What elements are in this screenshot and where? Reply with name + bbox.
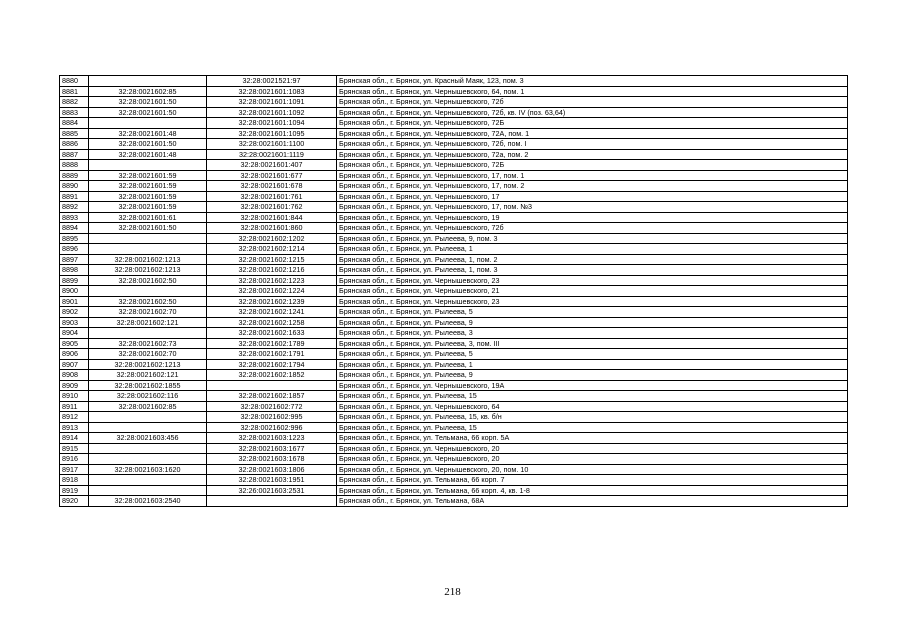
- object-number-cell: 32:28:0021602:1258: [207, 317, 337, 328]
- address-cell: Брянская обл., г. Брянск, ул. Рылеева, 9: [337, 370, 848, 381]
- row-number-cell: 8914: [60, 433, 89, 444]
- object-number-cell: 32:28:0021602:1789: [207, 338, 337, 349]
- table-row: [60, 422, 848, 433]
- parcel-number-cell: 32:28:0021603:456: [89, 433, 207, 444]
- row-number-cell: 8892: [60, 202, 89, 213]
- row-number-cell: 8902: [60, 307, 89, 318]
- parcel-number-cell: 32:28:0021603:2540: [89, 496, 207, 507]
- address-cell: Брянская обл., г. Брянск, ул. Чернышевского, 72А, пом. 1: [337, 128, 848, 139]
- address-cell: Брянская обл., г. Брянск, ул. Рылеева, 1: [337, 244, 848, 255]
- table-row: [60, 328, 848, 339]
- object-number-cell: 32:28:0021602:1216: [207, 265, 337, 276]
- object-number-cell: 32:28:0021601:677: [207, 170, 337, 181]
- object-number-cell: [207, 380, 337, 391]
- row-number-cell: 8918: [60, 475, 89, 486]
- table-row: [60, 233, 848, 244]
- parcel-number-cell: 32:28:0021602:121: [89, 317, 207, 328]
- table-row: [60, 307, 848, 318]
- address-cell: Брянская обл., г. Брянск, ул. Чернышевского, 72а, пом. 2: [337, 149, 848, 160]
- address-cell: Брянская обл., г. Брянск, ул. Тельмана, 66 корп. 4, кв. 1-8: [337, 485, 848, 496]
- address-cell: Брянская обл., г. Брянск, ул. Тельмана, 68А: [337, 496, 848, 507]
- table-row: [60, 223, 848, 234]
- row-number-cell: 8895: [60, 233, 89, 244]
- object-number-cell: 32:28:0021602:1794: [207, 359, 337, 370]
- parcel-number-cell: [89, 485, 207, 496]
- address-cell: Брянская обл., г. Брянск, ул. Чернышевского, 64: [337, 401, 848, 412]
- table-row: [60, 380, 848, 391]
- object-number-cell: 32:28:0021603:1223: [207, 433, 337, 444]
- table-row: [60, 107, 848, 118]
- table-row: [60, 338, 848, 349]
- table-row: [60, 160, 848, 171]
- row-number-cell: 8887: [60, 149, 89, 160]
- table-row: [60, 265, 848, 276]
- table-row: [60, 149, 848, 160]
- address-cell: Брянская обл., г. Брянск, ул. Рылеева, 15: [337, 422, 848, 433]
- parcel-number-cell: 32:28:0021601:48: [89, 149, 207, 160]
- table-row: [60, 443, 848, 454]
- parcel-number-cell: 32:28:0021602:73: [89, 338, 207, 349]
- parcel-number-cell: 32:28:0021601:59: [89, 191, 207, 202]
- address-cell: Брянская обл., г. Брянск, ул. Чернышевского, 21: [337, 286, 848, 297]
- address-cell: Брянская обл., г. Брянск, ул. Рылеева, 5: [337, 349, 848, 360]
- object-number-cell: 32:28:0021601:1119: [207, 149, 337, 160]
- parcel-number-cell: 32:28:0021602:50: [89, 275, 207, 286]
- object-number-cell: 32:28:0021602:995: [207, 412, 337, 423]
- row-number-cell: 8911: [60, 401, 89, 412]
- register-sheet: [59, 75, 847, 507]
- table-row: [60, 496, 848, 507]
- table-row: [60, 212, 848, 223]
- row-number-cell: 8907: [60, 359, 89, 370]
- object-number-cell: 32:28:0021602:996: [207, 422, 337, 433]
- address-cell: Брянская обл., г. Брянск, ул. Чернышевского, 20: [337, 454, 848, 465]
- row-number-cell: 8900: [60, 286, 89, 297]
- object-number-cell: 32:28:0021601:860: [207, 223, 337, 234]
- row-number-cell: 8903: [60, 317, 89, 328]
- address-cell: Брянская обл., г. Брянск, ул. Чернышевского, 17, пом. 2: [337, 181, 848, 192]
- row-number-cell: 8908: [60, 370, 89, 381]
- row-number-cell: 8888: [60, 160, 89, 171]
- object-number-cell: 32:28:0021603:1677: [207, 443, 337, 454]
- address-cell: Брянская обл., г. Брянск, ул. Чернышевского, 72Б: [337, 118, 848, 129]
- parcel-number-cell: 32:28:0021601:59: [89, 181, 207, 192]
- table-row: [60, 191, 848, 202]
- table-row: [60, 202, 848, 213]
- address-cell: Брянская обл., г. Брянск, ул. Чернышевского, 72б, кв. IV (поз. 63,64): [337, 107, 848, 118]
- parcel-number-cell: 32:28:0021602:50: [89, 296, 207, 307]
- parcel-number-cell: 32:28:0021602:85: [89, 401, 207, 412]
- address-cell: Брянская обл., г. Брянск, ул. Тельмана, 66 корп. 7: [337, 475, 848, 486]
- parcel-number-cell: [89, 160, 207, 171]
- table-body: [60, 76, 848, 507]
- address-cell: Брянская обл., г. Брянск, ул. Чернышевского, 20: [337, 443, 848, 454]
- table-row: [60, 475, 848, 486]
- parcel-number-cell: [89, 244, 207, 255]
- parcel-number-cell: 32:28:0021602:70: [89, 307, 207, 318]
- address-cell: Брянская обл., г. Брянск, ул. Рылеева, 3, пом. III: [337, 338, 848, 349]
- table-row: [60, 464, 848, 475]
- address-cell: Брянская обл., г. Брянск, ул. Чернышевского, 17, пом. 1: [337, 170, 848, 181]
- table-row: [60, 433, 848, 444]
- row-number-cell: 8899: [60, 275, 89, 286]
- object-number-cell: 32:28:0021601:1095: [207, 128, 337, 139]
- row-number-cell: 8915: [60, 443, 89, 454]
- parcel-number-cell: 32:28:0021601:61: [89, 212, 207, 223]
- table-row: [60, 275, 848, 286]
- object-number-cell: 32:28:0021602:1215: [207, 254, 337, 265]
- parcel-number-cell: 32:28:0021601:50: [89, 223, 207, 234]
- table-row: [60, 244, 848, 255]
- row-number-cell: 8896: [60, 244, 89, 255]
- row-number-cell: 8910: [60, 391, 89, 402]
- object-number-cell: 32:28:0021602:1202: [207, 233, 337, 244]
- row-number-cell: 8920: [60, 496, 89, 507]
- page-number: 218: [444, 586, 461, 598]
- object-number-cell: 32:28:0021603:1951: [207, 475, 337, 486]
- row-number-cell: 8905: [60, 338, 89, 349]
- object-number-cell: 32:28:0021601:761: [207, 191, 337, 202]
- object-number-cell: 32:28:0021601:1100: [207, 139, 337, 150]
- table-row: [60, 485, 848, 496]
- address-cell: Брянская обл., г. Брянск, ул. Тельмана, 66 корп. 5А: [337, 433, 848, 444]
- row-number-cell: 8883: [60, 107, 89, 118]
- row-number-cell: 8881: [60, 86, 89, 97]
- address-cell: Брянская обл., г. Брянск, ул. Чернышевского, 23: [337, 275, 848, 286]
- object-number-cell: 32:28:0021601:1092: [207, 107, 337, 118]
- address-cell: Брянская обл., г. Брянск, ул. Рылеева, 1, пом. 2: [337, 254, 848, 265]
- object-number-cell: 32:28:0021602:1223: [207, 275, 337, 286]
- table-row: [60, 296, 848, 307]
- table-row: [60, 118, 848, 129]
- row-number-cell: 8904: [60, 328, 89, 339]
- parcel-number-cell: 32:28:0021601:50: [89, 107, 207, 118]
- object-number-cell: 32:28:0021603:1806: [207, 464, 337, 475]
- row-number-cell: 8884: [60, 118, 89, 129]
- parcel-number-cell: [89, 233, 207, 244]
- parcel-number-cell: [89, 454, 207, 465]
- parcel-number-cell: [89, 475, 207, 486]
- address-cell: Брянская обл., г. Брянск, ул. Рылеева, 1: [337, 359, 848, 370]
- row-number-cell: 8909: [60, 380, 89, 391]
- table-row: [60, 181, 848, 192]
- table-row: [60, 139, 848, 150]
- address-cell: Брянская обл., г. Брянск, ул. Рылеева, 1, пом. 3: [337, 265, 848, 276]
- object-number-cell: 32:28:0021602:1791: [207, 349, 337, 360]
- object-number-cell: 32:28:0021601:762: [207, 202, 337, 213]
- object-number-cell: 32:28:0021602:1239: [207, 296, 337, 307]
- address-cell: Брянская обл., г. Брянск, ул. Рылеева, 15, кв. б/н: [337, 412, 848, 423]
- object-number-cell: 32:28:0021601:407: [207, 160, 337, 171]
- address-cell: Брянская обл., г. Брянск, ул. Рылеева, 9: [337, 317, 848, 328]
- address-cell: Брянская обл., г. Брянск, ул. Чернышевского, 72б: [337, 223, 848, 234]
- table-row: [60, 317, 848, 328]
- parcel-number-cell: 32:28:0021602:1213: [89, 359, 207, 370]
- parcel-number-cell: [89, 422, 207, 433]
- parcel-number-cell: 32:28:0021603:1620: [89, 464, 207, 475]
- row-number-cell: 8880: [60, 76, 89, 87]
- address-cell: Брянская обл., г. Брянск, ул. Красный Маяк, 123, пом. 3: [337, 76, 848, 87]
- parcel-number-cell: 32:28:0021601:59: [89, 202, 207, 213]
- table-row: [60, 128, 848, 139]
- row-number-cell: 8891: [60, 191, 89, 202]
- parcel-number-cell: 32:28:0021601:59: [89, 170, 207, 181]
- object-number-cell: 32:26:0021603:2531: [207, 485, 337, 496]
- table-row: [60, 76, 848, 87]
- row-number-cell: 8889: [60, 170, 89, 181]
- parcel-number-cell: [89, 412, 207, 423]
- address-cell: Брянская обл., г. Брянск, ул. Чернышевского, 20, пом. 10: [337, 464, 848, 475]
- parcel-number-cell: 32:28:0021602:70: [89, 349, 207, 360]
- row-number-cell: 8912: [60, 412, 89, 423]
- address-cell: Брянская обл., г. Брянск, ул. Рылеева, 3: [337, 328, 848, 339]
- table-row: [60, 86, 848, 97]
- table-row: [60, 454, 848, 465]
- cadastral-table: [59, 75, 848, 507]
- address-cell: Брянская обл., г. Брянск, ул. Рылеева, 5: [337, 307, 848, 318]
- row-number-cell: 8894: [60, 223, 89, 234]
- row-number-cell: 8919: [60, 485, 89, 496]
- parcel-number-cell: 32:28:0021602:85: [89, 86, 207, 97]
- object-number-cell: 32:28:0021602:1224: [207, 286, 337, 297]
- object-number-cell: 32:28:0021602:772: [207, 401, 337, 412]
- address-cell: Брянская обл., г. Брянск, ул. Чернышевского, 72б, пом. I: [337, 139, 848, 150]
- table-row: [60, 349, 848, 360]
- row-number-cell: 8906: [60, 349, 89, 360]
- address-cell: Брянская обл., г. Брянск, ул. Чернышевского, 72б: [337, 97, 848, 108]
- address-cell: Брянская обл., г. Брянск, ул. Чернышевского, 19А: [337, 380, 848, 391]
- address-cell: Брянская обл., г. Брянск, ул. Чернышевского, 23: [337, 296, 848, 307]
- object-number-cell: 32:28:0021601:1083: [207, 86, 337, 97]
- object-number-cell: 32:28:0021602:1214: [207, 244, 337, 255]
- table-row: [60, 370, 848, 381]
- row-number-cell: 8882: [60, 97, 89, 108]
- table-row: [60, 401, 848, 412]
- parcel-number-cell: 32:28:0021601:50: [89, 97, 207, 108]
- row-number-cell: 8917: [60, 464, 89, 475]
- address-cell: Брянская обл., г. Брянск, ул. Чернышевского, 17, пом. №3: [337, 202, 848, 213]
- address-cell: Брянская обл., г. Брянск, ул. Чернышевского, 72Б: [337, 160, 848, 171]
- object-number-cell: 32:28:0021602:1633: [207, 328, 337, 339]
- object-number-cell: 32:28:0021602:1857: [207, 391, 337, 402]
- parcel-number-cell: [89, 76, 207, 87]
- object-number-cell: 32:28:0021521:97: [207, 76, 337, 87]
- object-number-cell: [207, 496, 337, 507]
- parcel-number-cell: [89, 286, 207, 297]
- row-number-cell: 8893: [60, 212, 89, 223]
- object-number-cell: 32:28:0021601:1094: [207, 118, 337, 129]
- row-number-cell: 8916: [60, 454, 89, 465]
- row-number-cell: 8885: [60, 128, 89, 139]
- parcel-number-cell: 32:28:0021602:1213: [89, 265, 207, 276]
- object-number-cell: 32:28:0021603:1678: [207, 454, 337, 465]
- row-number-cell: 8897: [60, 254, 89, 265]
- object-number-cell: 32:28:0021601:678: [207, 181, 337, 192]
- parcel-number-cell: 32:28:0021601:48: [89, 128, 207, 139]
- address-cell: Брянская обл., г. Брянск, ул. Рылеева, 9, пом. 3: [337, 233, 848, 244]
- row-number-cell: 8901: [60, 296, 89, 307]
- row-number-cell: 8890: [60, 181, 89, 192]
- table-row: [60, 391, 848, 402]
- address-cell: Брянская обл., г. Брянск, ул. Чернышевского, 64, пом. 1: [337, 86, 848, 97]
- parcel-number-cell: 32:28:0021602:121: [89, 370, 207, 381]
- parcel-number-cell: 32:28:0021602:1855: [89, 380, 207, 391]
- parcel-number-cell: 32:28:0021601:50: [89, 139, 207, 150]
- parcel-number-cell: [89, 328, 207, 339]
- parcel-number-cell: 32:28:0021602:116: [89, 391, 207, 402]
- parcel-number-cell: 32:28:0021602:1213: [89, 254, 207, 265]
- parcel-number-cell: [89, 443, 207, 454]
- table-row: [60, 170, 848, 181]
- object-number-cell: 32:28:0021601:1091: [207, 97, 337, 108]
- row-number-cell: 8913: [60, 422, 89, 433]
- parcel-number-cell: [89, 118, 207, 129]
- table-row: [60, 97, 848, 108]
- object-number-cell: 32:28:0021601:844: [207, 212, 337, 223]
- row-number-cell: 8886: [60, 139, 89, 150]
- address-cell: Брянская обл., г. Брянск, ул. Чернышевского, 19: [337, 212, 848, 223]
- row-number-cell: 8898: [60, 265, 89, 276]
- address-cell: Брянская обл., г. Брянск, ул. Чернышевского, 17: [337, 191, 848, 202]
- object-number-cell: 32:28:0021602:1241: [207, 307, 337, 318]
- object-number-cell: 32:28:0021602:1852: [207, 370, 337, 381]
- table-row: [60, 286, 848, 297]
- table-row: [60, 412, 848, 423]
- address-cell: Брянская обл., г. Брянск, ул. Рылеева, 15: [337, 391, 848, 402]
- table-row: [60, 359, 848, 370]
- table-row: [60, 254, 848, 265]
